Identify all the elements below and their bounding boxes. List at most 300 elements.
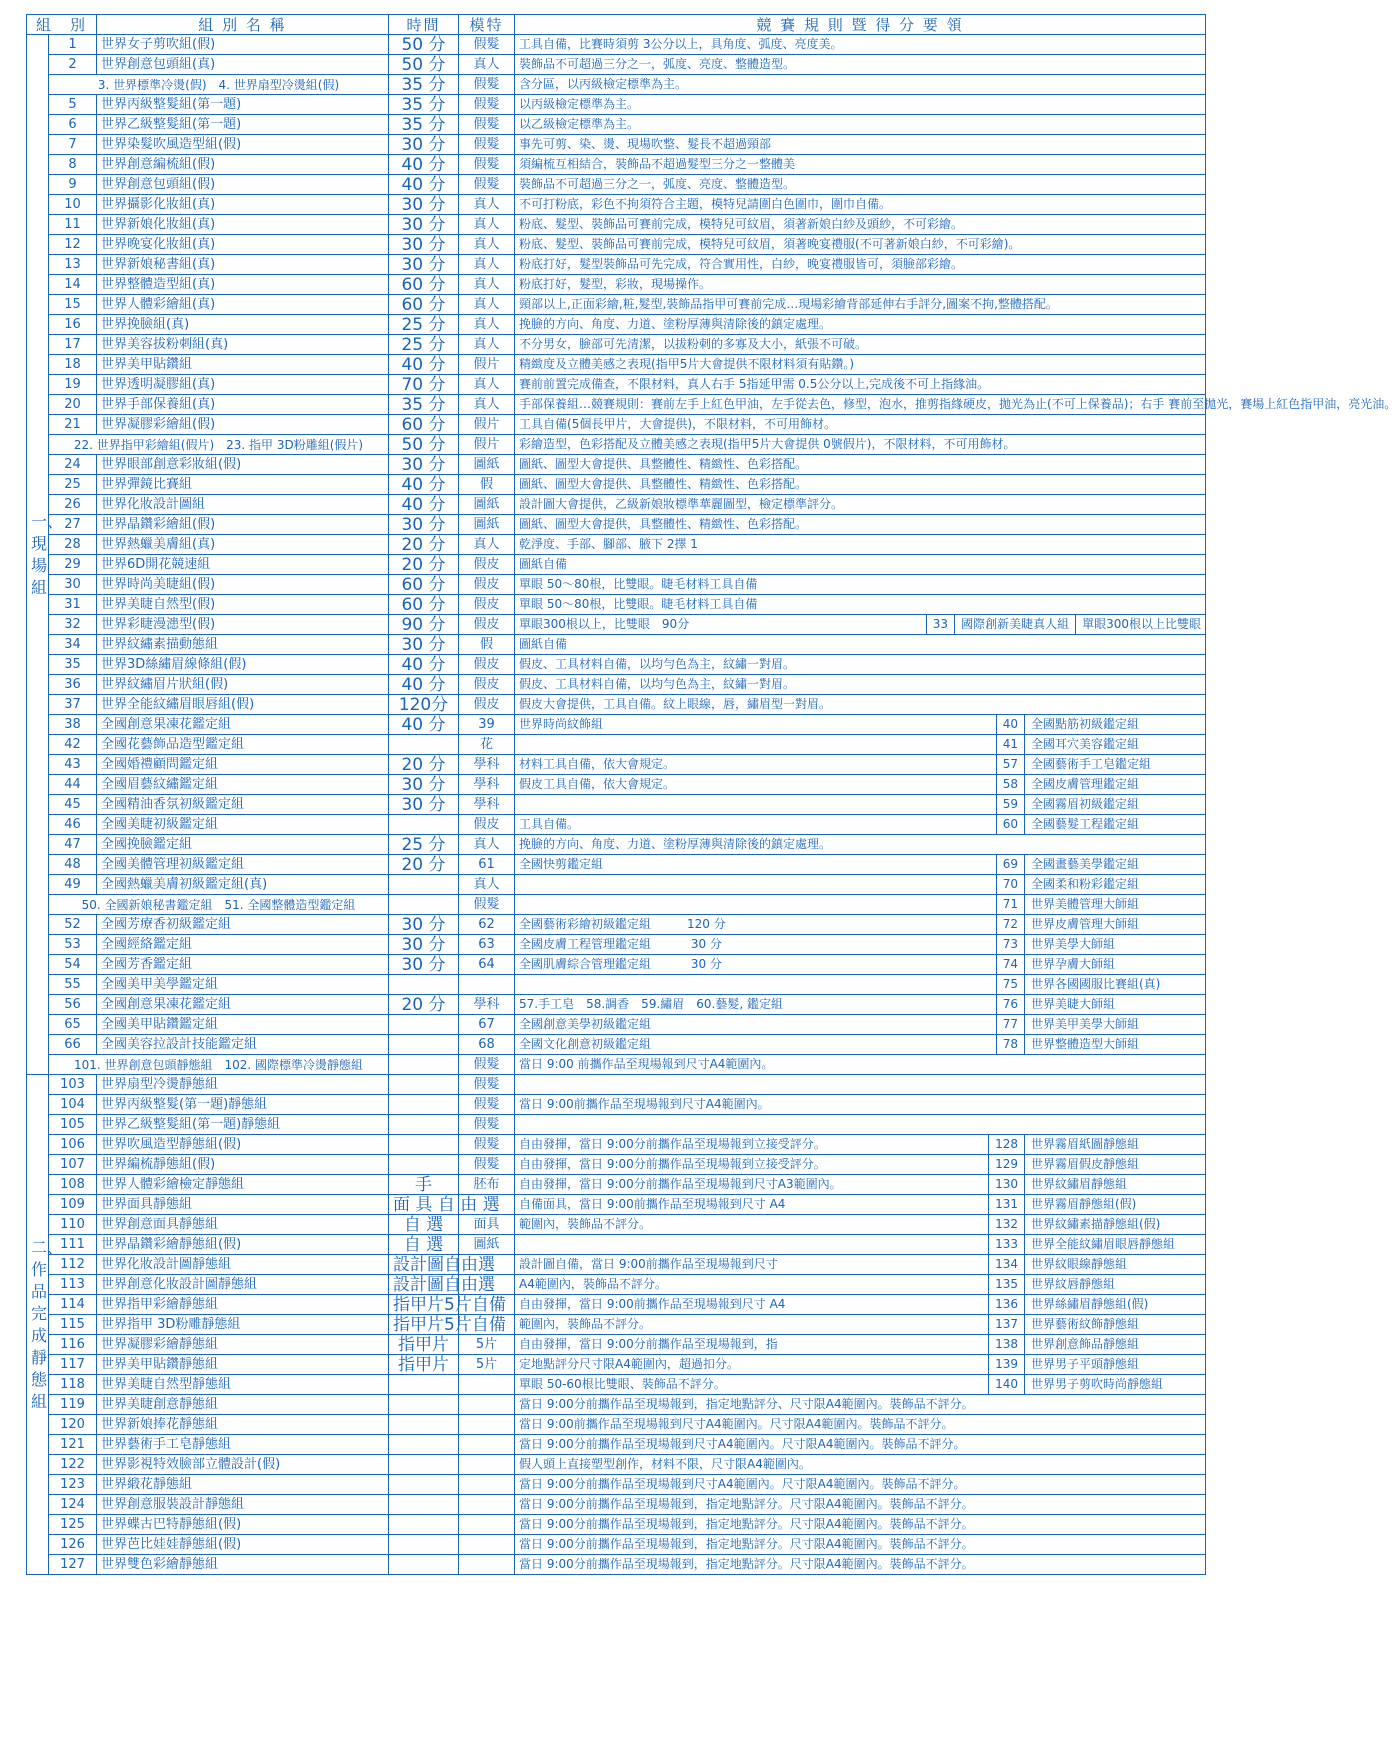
table-row <box>27 1375 1206 1395</box>
row-number: 112 <box>49 1255 97 1275</box>
row-time: 25 分 <box>389 335 459 355</box>
row-time: 30 分 <box>389 455 459 475</box>
table-row <box>27 435 1206 455</box>
row-rule-text: 假皮、工具材料自備，以均勻色為主，紋繡一對眉。 <box>519 677 796 691</box>
row-model: 假皮 <box>459 655 515 675</box>
row-time <box>389 1535 459 1555</box>
row-rule-text: 裝飾品不可超過三分之一，弧度、亮度、整體造型。 <box>519 57 796 71</box>
row-model <box>459 1455 515 1475</box>
table-row <box>27 1095 1206 1115</box>
table-row <box>27 1355 1206 1375</box>
row-rule-text: 範圍內，裝飾品不評分。 <box>519 1217 652 1231</box>
row-number: 66 <box>49 1035 97 1055</box>
row-model: 真人 <box>459 55 515 75</box>
row-time: 20 分 <box>389 855 459 875</box>
row-group-name: 世界新娘化妝組(真) <box>97 215 389 235</box>
row-right-group-name: 世界紋繡眉靜態組 <box>1024 1175 1201 1194</box>
row-model: 39 <box>459 715 515 735</box>
row-time <box>389 735 459 755</box>
row-rule-text: 全國創意美學初級鑑定組 <box>519 1017 652 1031</box>
row-group-name: 世界創意面具靜態組 <box>97 1215 389 1235</box>
row-rule-text: 全國皮膚工程管理鑑定組 30 分 <box>519 937 722 951</box>
table-row <box>27 1415 1206 1435</box>
row-time: 自 選 <box>389 1215 459 1235</box>
row-right-group-name: 世界美體管理大師組 <box>1024 895 1201 914</box>
row-rule <box>515 1315 1206 1335</box>
row-right-group-name: 世界整體造型大師組 <box>1024 1035 1201 1054</box>
table-row <box>27 1035 1206 1055</box>
row-group-name: 世界創意包頭組(真) <box>97 55 389 75</box>
row-rule <box>515 1415 1206 1435</box>
row-rule <box>515 975 1206 995</box>
table-row <box>27 695 1206 715</box>
table-row <box>27 835 1206 855</box>
table-row <box>27 115 1206 135</box>
row-right-number: 140 <box>988 1375 1018 1394</box>
row-time: 40 分 <box>389 155 459 175</box>
row-rule <box>515 1195 1206 1215</box>
row-rule <box>515 1015 1206 1035</box>
row-number: 116 <box>49 1335 97 1355</box>
row-model: 圖紙 <box>459 1235 515 1255</box>
row-rule <box>515 155 1206 175</box>
row-rule <box>515 1175 1206 1195</box>
row-number: 108 <box>49 1175 97 1195</box>
row-rule <box>515 395 1396 415</box>
row-number: 126 <box>49 1535 97 1555</box>
row-rule <box>515 175 1206 195</box>
row-model: 假片 <box>459 355 515 375</box>
table-row <box>27 555 1206 575</box>
table-row <box>27 475 1206 495</box>
table-row <box>27 1195 1206 1215</box>
row-right-number: 72 <box>996 915 1018 934</box>
row-time: 25 分 <box>389 835 459 855</box>
row-rule <box>515 715 1206 735</box>
table-row <box>27 1155 1206 1175</box>
row-right-group-name: 世界各國國服比賽組(真) <box>1024 975 1201 994</box>
row-model: 假髮 <box>459 175 515 195</box>
row-model <box>459 1395 515 1415</box>
row-model: 假皮 <box>459 695 515 715</box>
row-model: 真人 <box>459 835 515 855</box>
row-time: 指甲片5片自備 <box>389 1315 459 1335</box>
row-time: 25 分 <box>389 315 459 335</box>
row-number: 114 <box>49 1295 97 1315</box>
table-row <box>27 595 1206 615</box>
row-rule-text: 當日 9:00分前攜作品至現場報到尺寸A4範圍內。尺寸限A4範圍內。裝飾品不評分。 <box>519 1437 966 1451</box>
row-rule-text: 自由發揮，當日 9:00分前攜作品至現場報到，指 <box>519 1337 778 1351</box>
row-rule-text: 假皮大會提供，工具自備。紋上眼線，唇，繡眉型一對眉。 <box>519 697 832 711</box>
row-rule-text: 當日 9:00前攜作品至現場報到尺寸A4範圍內。 <box>519 1097 770 1111</box>
header-group: 組 別 <box>27 15 97 35</box>
row-rule-text: 假皮、工具材料自備，以均勻色為主，紋繡一對眉。 <box>519 657 796 671</box>
row-model: 真人 <box>459 875 515 895</box>
row-group-name: 世界芭比娃娃靜態組(假) <box>97 1535 389 1555</box>
row-group-name: 世界彩睫漫漶型(假) <box>97 615 389 635</box>
row-time: 30 分 <box>389 635 459 655</box>
row-rule-text: 工具自備，比賽時須剪 3公分以上，具角度、弧度、亮度美。 <box>519 37 843 51</box>
row-model: 真人 <box>459 295 515 315</box>
section-static: 二、作品完成靜態組 <box>27 1075 49 1575</box>
row-right-number: 137 <box>988 1315 1018 1334</box>
row-rule-text <box>519 1235 982 1254</box>
table-row <box>27 1515 1206 1535</box>
row-number: 109 <box>49 1195 97 1215</box>
row-group-name: 世界6D開花競速組 <box>97 555 389 575</box>
row-time <box>389 1495 459 1515</box>
row-group-name: 世界手部保養組(真) <box>97 395 389 415</box>
row-group-name: 世界新娘秘書組(真) <box>97 255 389 275</box>
row-right-group-name: 世界男子剪吹時尚靜態組 <box>1024 1375 1201 1394</box>
row-number: 123 <box>49 1475 97 1495</box>
row-group-name: 3. 世界標準冷燙(假) 4. 世界扇型冷燙組(假) <box>49 75 389 95</box>
row-model: 真人 <box>459 535 515 555</box>
row-group-name: 世界編梳靜態組(假) <box>97 1155 389 1175</box>
row-rule <box>515 1075 1206 1095</box>
row-right-number: 128 <box>988 1135 1018 1154</box>
table-row <box>27 635 1206 655</box>
row-right-group-name: 世界孕膚大師組 <box>1024 955 1201 974</box>
row-time <box>389 1135 459 1155</box>
row-model: 假皮 <box>459 675 515 695</box>
row-rule <box>515 435 1206 455</box>
row-rule <box>515 1515 1206 1535</box>
row-model: 真人 <box>459 215 515 235</box>
row-rule <box>515 595 1206 615</box>
row-rule-text: 當日 9:00分前攜作品至現場報到，指定地點評分、尺寸限A4範圍內。裝飾品不評分。 <box>519 1397 974 1411</box>
row-group-name: 世界挽臉組(真) <box>97 315 389 335</box>
row-rule-text: 圖紙自備 <box>519 557 568 571</box>
row-rule-text: 圖紙、圖型大會提供、具整體性、精緻性、色彩搭配。 <box>519 477 808 491</box>
row-right-number: 129 <box>988 1155 1018 1174</box>
row-time <box>389 1055 459 1075</box>
row-model: 5片 <box>459 1355 515 1375</box>
row-rule <box>515 815 1206 835</box>
table-row <box>27 395 1206 415</box>
row-group-name: 世界化妝設計圖靜態組 <box>97 1255 389 1275</box>
row-group-name: 世界全能紋繡眉眼唇組(假) <box>97 695 389 715</box>
row-rule <box>515 235 1206 255</box>
row-group-name: 世界女子剪吹組(假) <box>97 35 389 55</box>
row-time: 指甲片 <box>389 1355 459 1375</box>
row-rule <box>515 215 1206 235</box>
row-group-name: 世界吹風造型靜態組(假) <box>97 1135 389 1155</box>
row-group-name: 世界美睫創意靜態組 <box>97 1395 389 1415</box>
row-number: 15 <box>49 295 97 315</box>
row-right-number: 139 <box>988 1355 1018 1374</box>
row-group-name: 世界創意服裝設計靜態組 <box>97 1495 389 1515</box>
row-group-name: 世界美睫自然型靜態組 <box>97 1375 389 1395</box>
row-right-group-name: 全國霧眉初級鑑定組 <box>1024 795 1201 814</box>
row-time: 35 分 <box>389 115 459 135</box>
row-group-name: 世界凝膠彩繪組(假) <box>97 415 389 435</box>
row-rule <box>515 355 1206 375</box>
row-right-group-name: 世界美甲美學大師組 <box>1024 1015 1201 1034</box>
row-model: 假髮 <box>459 1055 515 1075</box>
row-model: 學科 <box>459 755 515 775</box>
table-row <box>27 675 1206 695</box>
row-model <box>459 1415 515 1435</box>
row-model <box>459 1515 515 1535</box>
row-rule-text: 假人頭上直接塑型創作，材料不限，尺寸限A4範圍內。 <box>519 1457 811 1471</box>
row-rule <box>515 1535 1206 1555</box>
row-rule-text: 定地點評分尺寸限A4範圍內，超過扣分。 <box>519 1357 739 1371</box>
row-time: 20 分 <box>389 755 459 775</box>
row-number: 10 <box>49 195 97 215</box>
row-model: 胚布 <box>459 1175 515 1195</box>
row-model: 假髮 <box>459 155 515 175</box>
row-time: 35 分 <box>389 395 459 415</box>
row-rule-text: 不分男女，臉部可先清潔，以拔粉刺的多寡及大小，紙張不可破。 <box>519 337 868 351</box>
row-time: 30 分 <box>389 935 459 955</box>
row-right-number: 74 <box>996 955 1018 974</box>
row-time: 40 分 <box>389 715 459 735</box>
row-right-number: 138 <box>988 1335 1018 1354</box>
row-rule <box>515 455 1206 475</box>
table-row <box>27 1315 1206 1335</box>
row-right-group-name: 全國皮膚管理鑑定組 <box>1024 775 1201 794</box>
row-rule-text: 不可打粉底，彩色不拘須符合主題，模特兒請圍白色圍巾，圍巾自備。 <box>519 197 892 211</box>
row-model: 假髮 <box>459 1115 515 1135</box>
row-time: 60 分 <box>389 275 459 295</box>
row-rule <box>515 1035 1206 1055</box>
row-group-name: 世界彈鏡比賽組 <box>97 475 389 495</box>
table-row <box>27 195 1206 215</box>
row-rule-text: 材料工具自備，依大會規定。 <box>519 757 676 771</box>
row-time: 手 <box>389 1175 459 1195</box>
row-time <box>389 1475 459 1495</box>
row-group-name: 世界人體彩繪組(真) <box>97 295 389 315</box>
row-number: 125 <box>49 1515 97 1535</box>
table-row <box>27 155 1206 175</box>
row-time <box>389 1015 459 1035</box>
row-rule-text: 當日 9:00分前攜作品至現場報到，指定地點評分。尺寸限A4範圍內。裝飾品不評分。 <box>519 1537 974 1551</box>
table-row <box>27 855 1206 875</box>
row-rule <box>515 1355 1206 1375</box>
row-right-group-name: 世界美睫大師組 <box>1024 995 1201 1014</box>
row-rule <box>515 415 1206 435</box>
row-rule-text: 粉底、髮型、裝飾品可賽前完成，模特兒可紋眉，須著新娘白紗及頭紗，不可彩繪。 <box>519 217 964 231</box>
row-time: 30 分 <box>389 235 459 255</box>
row-right-number: 73 <box>996 935 1018 954</box>
row-right-group-name: 世界霧眉假皮靜態組 <box>1024 1155 1201 1174</box>
row-number: 42 <box>49 735 97 755</box>
row-number: 120 <box>49 1415 97 1435</box>
row-rule-text: 自由發揮，當日 9:00分前攜作品至現場報到尺寸A3範圍內。 <box>519 1177 842 1191</box>
row-model: 假髮 <box>459 135 515 155</box>
row-group-name: 世界緞花靜態組 <box>97 1475 389 1495</box>
row-number: 105 <box>49 1115 97 1135</box>
row-number: 24 <box>49 455 97 475</box>
row-time: 自 選 <box>389 1235 459 1255</box>
row-time: 50 分 <box>389 55 459 75</box>
row-rule <box>515 695 1206 715</box>
row-number: 12 <box>49 235 97 255</box>
row-rule <box>515 75 1206 95</box>
competition-rules-table <box>26 14 1396 1575</box>
row-number: 65 <box>49 1015 97 1035</box>
row-number: 56 <box>49 995 97 1015</box>
row-right-number: 133 <box>988 1235 1018 1254</box>
table-row <box>27 955 1206 975</box>
row-rule-text: 挽臉的方向、角度、力道、塗粉厚薄與清除後的鎮定處理。 <box>519 317 832 331</box>
row-time: 30 分 <box>389 135 459 155</box>
row-model: 真人 <box>459 335 515 355</box>
row-rule-text: 假皮工具自備，依大會規定。 <box>519 777 676 791</box>
table-row <box>27 355 1206 375</box>
row-number: 55 <box>49 975 97 995</box>
row-group-name: 全國美甲美學鑑定組 <box>97 975 389 995</box>
row-rule-text <box>519 735 990 754</box>
row-right-number: 77 <box>996 1015 1018 1034</box>
row-number: 122 <box>49 1455 97 1475</box>
row-rule <box>515 295 1206 315</box>
row-model: 假髮 <box>459 1095 515 1115</box>
row-model: 假 <box>459 635 515 655</box>
row-time <box>389 975 459 995</box>
row-rule-text: 全國肌膚綜合管理鑑定組 30 分 <box>519 957 722 971</box>
row-rule-text: 自由發揮，當日 9:00分前攜作品至現場報到立接受評分。 <box>519 1137 826 1151</box>
row-rule-text: 裝飾品不可超過三分之一，弧度、亮度、整體造型。 <box>519 177 796 191</box>
row-time: 35 分 <box>389 75 459 95</box>
row-number: 7 <box>49 135 97 155</box>
row-rule <box>515 115 1206 135</box>
row-model <box>459 1475 515 1495</box>
row-time <box>389 875 459 895</box>
row-rule <box>515 1335 1206 1355</box>
row-rule <box>515 895 1206 915</box>
row-group-name: 世界丙級整髮(第一題)靜態組 <box>97 1095 389 1115</box>
row-time: 40 分 <box>389 475 459 495</box>
row-number: 32 <box>49 615 97 635</box>
table-row <box>27 335 1206 355</box>
header-model: 模特 <box>459 15 515 35</box>
table-row <box>27 1015 1206 1035</box>
table-row <box>27 935 1206 955</box>
row-rule <box>515 1055 1206 1075</box>
table-row <box>27 915 1206 935</box>
row-number: 54 <box>49 955 97 975</box>
table-row <box>27 535 1206 555</box>
row-right-number: 57 <box>996 755 1018 774</box>
table-row <box>27 1475 1206 1495</box>
table-row <box>27 295 1206 315</box>
row-rule <box>515 555 1206 575</box>
row-number: 121 <box>49 1435 97 1455</box>
row-model: 圖紙 <box>459 455 515 475</box>
row-rule-text: 全國藝術彩繪初級鑑定組 120 分 <box>519 917 726 931</box>
row-time <box>389 1455 459 1475</box>
row-right-number: 70 <box>996 875 1018 894</box>
row-rule-text: 範圍內，裝飾品不評分。 <box>519 1317 652 1331</box>
row-rule-text: 粉底打好，髮型裝飾品可先完成，符合實用性，白紗，晚宴禮服皆可，須臉部彩繪。 <box>519 257 964 271</box>
header-rules: 競 賽 規 則 暨 得 分 要 領 <box>515 15 1206 35</box>
row-time <box>389 1555 459 1575</box>
row-time: 50 分 <box>389 35 459 55</box>
row-number: 47 <box>49 835 97 855</box>
table-row <box>27 1455 1206 1475</box>
row-time: 50 分 <box>389 435 459 455</box>
row-rule-text <box>519 975 990 994</box>
row-right-number: 75 <box>996 975 1018 994</box>
row-number: 115 <box>49 1315 97 1335</box>
row-group-name: 全國熱蠟美膚初級鑑定組(真) <box>97 875 389 895</box>
row-time <box>389 1395 459 1415</box>
row-time <box>389 1095 459 1115</box>
row-rule-text: 彩繪造型，色彩搭配及立體美感之表現(指甲5片大會提供 0號假片)，不限材料，不可用飾材。 <box>519 437 1016 451</box>
table-row <box>27 1535 1206 1555</box>
row-rule-text <box>519 875 990 894</box>
row-time: 40 分 <box>389 175 459 195</box>
row-rule-text: 自由發揮，當日 9:00分前攜作品至現場報到立接受評分。 <box>519 1157 826 1171</box>
row-rule <box>515 1555 1206 1575</box>
row-model: 5片 <box>459 1335 515 1355</box>
table-row <box>27 655 1206 675</box>
row-number: 103 <box>49 1075 97 1095</box>
row-right-number: 136 <box>988 1295 1018 1314</box>
row-number: 21 <box>49 415 97 435</box>
row-group-name: 世界3D絲繡眉線條組(假) <box>97 655 389 675</box>
table-row <box>27 1275 1206 1295</box>
row-number: 25 <box>49 475 97 495</box>
row-rule-text: 賽前前置完成備查，不限材料，真人右手 5指延甲需 0.5公分以上,完成後不可上指緣油。 <box>519 377 990 391</box>
row-rule-text: 設計圖大會提供，乙級新娘妝標準華麗圖型，檢定標準評分。 <box>519 497 844 511</box>
row-rule <box>515 655 1206 675</box>
row-time: 60 分 <box>389 575 459 595</box>
table-row <box>27 235 1206 255</box>
table-row <box>27 1435 1206 1455</box>
row-number: 16 <box>49 315 97 335</box>
table-row <box>27 575 1206 595</box>
row-rule-text: 以乙級檢定標準為主。 <box>519 117 640 131</box>
row-number: 26 <box>49 495 97 515</box>
row-right-number: 59 <box>996 795 1018 814</box>
row-group-name: 世界整體造型組(真) <box>97 275 389 295</box>
row-model: 假髮 <box>459 35 515 55</box>
row-right-group-name: 世界紋繡素描靜態組(假) <box>1024 1215 1201 1234</box>
table-row <box>27 175 1206 195</box>
table-row <box>27 215 1206 235</box>
row-rule-text: 工具自備。 <box>519 817 580 831</box>
row-time <box>389 1035 459 1055</box>
row-group-name: 世界紋繡眉片狀組(假) <box>97 675 389 695</box>
row-group-name: 全國經絡鑑定組 <box>97 935 389 955</box>
row-time: 設計圖自由選 <box>389 1255 459 1275</box>
row-number: 124 <box>49 1495 97 1515</box>
row-right-number: 60 <box>996 815 1018 834</box>
row-rule <box>515 1395 1206 1415</box>
row-rule-text: 頸部以上,正面彩繪,粧,髮型,裝飾品指甲可賽前完成…現場彩繪背部延伸右手評分,圖案不拘,整體搭配。 <box>519 297 1058 311</box>
row-model: 62 <box>459 915 515 935</box>
row-group-name: 世界染髮吹風造型組(假) <box>97 135 389 155</box>
row-rule <box>515 135 1206 155</box>
row-rule <box>515 515 1206 535</box>
row-time: 30 分 <box>389 255 459 275</box>
row-model: 假皮 <box>459 575 515 595</box>
row-right-group-name: 世界藝術紋飾靜態組 <box>1024 1315 1201 1334</box>
row-right-group-name: 全國藝術手工皂鑑定組 <box>1024 755 1201 774</box>
row-right-group-name: 全國耳穴美容鑑定組 <box>1024 735 1201 754</box>
row-time <box>389 1435 459 1455</box>
row-time: 30 分 <box>389 795 459 815</box>
row-group-name: 全國精油香氛初級鑑定組 <box>97 795 389 815</box>
row-time: 60 分 <box>389 415 459 435</box>
row-model: 假皮 <box>459 815 515 835</box>
row-sub-no: 33 <box>926 615 948 634</box>
row-time <box>389 1155 459 1175</box>
table-row <box>27 975 1206 995</box>
